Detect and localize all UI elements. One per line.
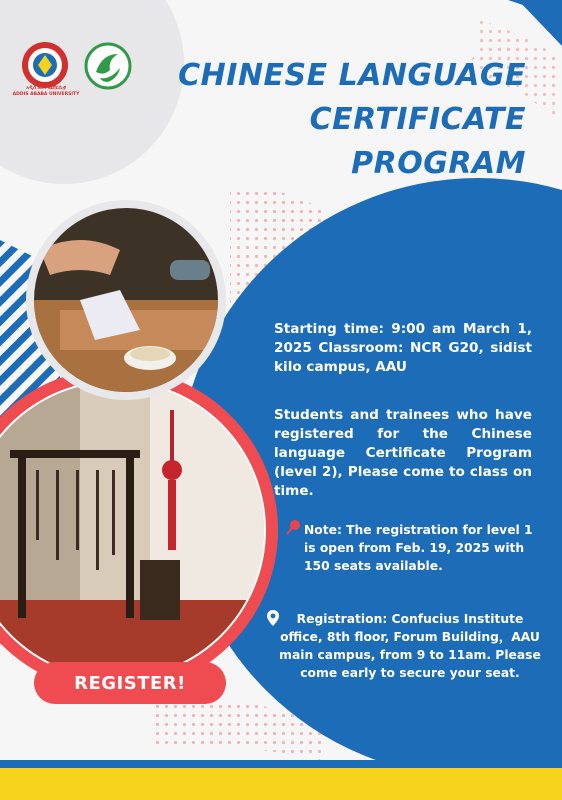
confucius-logo	[84, 42, 132, 90]
title-level: (LEVEL-2)	[405, 194, 524, 218]
note-text: Note: The registration for level 1 is open from Feb. 19, 2025 with 150 seats available.	[304, 523, 533, 573]
title-line-2: CERTIFICATE	[309, 102, 526, 137]
schedule-text: Starting time: 9:00 am March 1, 2025 Classroom: NCR G20, sidist kilo campus, AAU	[274, 321, 532, 375]
notice-text: Students and trainees who have registered for the Chinese language Certificate Program (level 2), Please come to class on time.	[274, 407, 532, 499]
pin-icon	[284, 519, 302, 537]
registration-text: Registration: Confucius Institute office, 8th floor, Forum Building，AAU main campus, from 9 to 11am. Please come early to secure your seat.	[279, 612, 541, 680]
aau-logo	[20, 40, 70, 100]
aau-caption: ADDIS ABABA UNIVERSITY	[12, 92, 80, 97]
aau-amharic-name: አዲስ አበባ ዩኒቨርሲቲ	[26, 85, 66, 91]
title-line-1: CHINESE LANGUAGE	[178, 58, 526, 93]
title-line-3: PROGRAM	[351, 146, 526, 181]
register-button[interactable]: REGISTER!	[34, 662, 226, 704]
